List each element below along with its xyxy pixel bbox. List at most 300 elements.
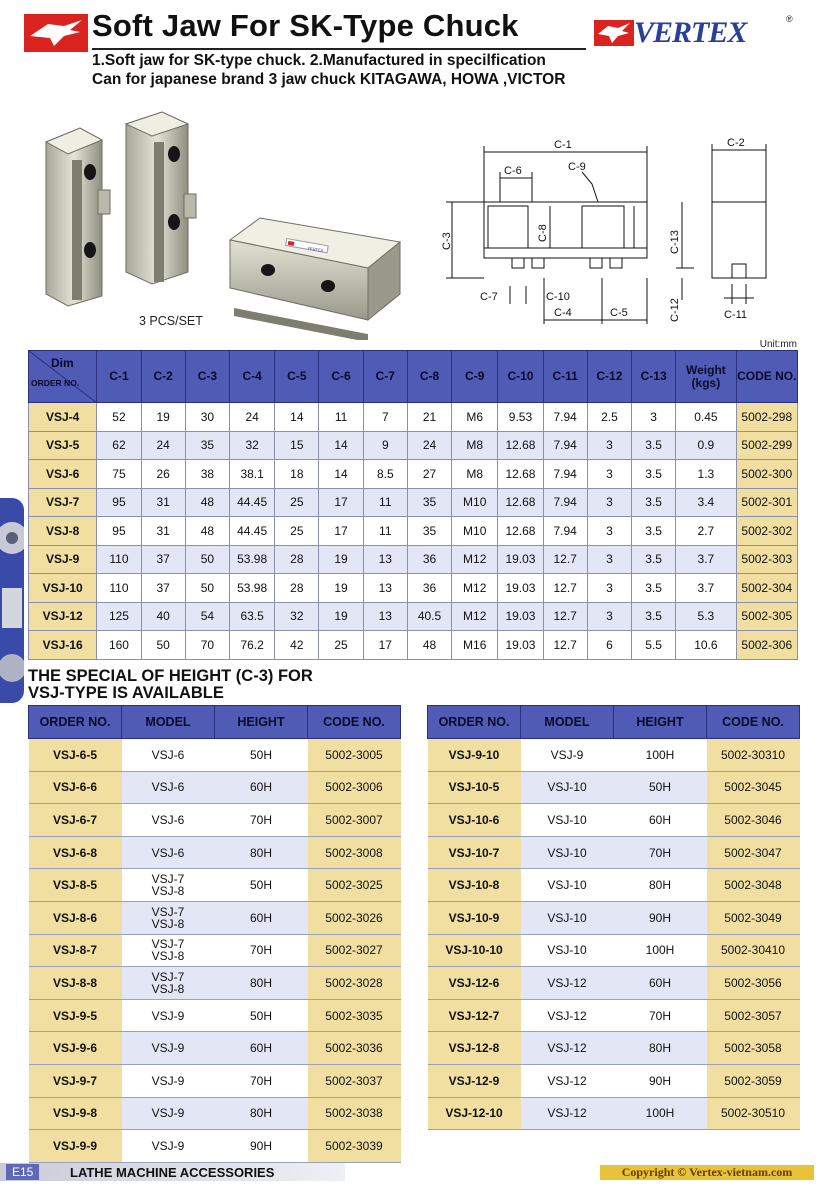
order-no-cell: VSJ-9-6 xyxy=(29,1032,122,1065)
dim-label-c6: C-6 xyxy=(504,165,522,177)
feature-line-1: 1.Soft jaw for SK-type chuck. 2.Manufactured in specilfication xyxy=(92,52,546,69)
col-header-height: HEIGHT xyxy=(215,706,308,739)
spec-value-cell: 19 xyxy=(319,602,363,631)
model-name: VSJ-9 xyxy=(151,1073,185,1088)
spec-value-cell: M8 xyxy=(452,431,498,460)
spec-value-cell: 110 xyxy=(97,574,141,603)
model-name: VSJ-8 xyxy=(151,949,185,964)
spec-value-cell: 48 xyxy=(185,488,229,517)
spec-value-cell: 15 xyxy=(275,431,319,460)
spec-value-cell: 38 xyxy=(185,460,229,489)
spec-value-cell: 27 xyxy=(407,460,451,489)
code-no-cell: 5002-3045 xyxy=(707,771,800,804)
code-no-cell: 5002-303 xyxy=(736,545,797,574)
order-no-cell: VSJ-8-8 xyxy=(29,967,122,1000)
special-row xyxy=(29,967,401,1000)
spec-value-cell: 7.94 xyxy=(543,403,587,432)
code-no-cell: 5002-30310 xyxy=(707,739,800,772)
spec-value-cell: 125 xyxy=(97,602,141,631)
model-name: VSJ-9 xyxy=(151,1008,185,1023)
spec-value-cell: 32 xyxy=(230,431,275,460)
col-header-weight: Weight (kgs) xyxy=(676,351,736,403)
model-cell xyxy=(122,934,215,967)
col-header: C-13 xyxy=(632,351,676,403)
col-header-height: HEIGHT xyxy=(614,706,707,739)
special-row xyxy=(29,739,401,772)
spec-table-header xyxy=(29,351,798,403)
spec-value-cell: 63.5 xyxy=(230,602,275,631)
spec-value-cell: 40.5 xyxy=(407,602,451,631)
model-name: VSJ-9 xyxy=(550,747,584,762)
spec-value-cell: 3 xyxy=(587,545,631,574)
spec-value-cell: 95 xyxy=(97,517,141,546)
model-name: VSJ-6 xyxy=(151,812,185,827)
order-no-cell: VSJ-8-7 xyxy=(29,934,122,967)
model-cell xyxy=(521,934,614,967)
spec-value-cell: 8.5 xyxy=(363,460,407,489)
height-cell: 70H xyxy=(215,804,308,837)
decal-text: VERTEX xyxy=(307,245,324,254)
code-no-cell: 5002-3037 xyxy=(308,1064,401,1097)
height-cell: 60H xyxy=(614,967,707,1000)
col-header-code: CODE NO. xyxy=(707,706,800,739)
code-no-cell: 5002-3036 xyxy=(308,1032,401,1065)
order-no-cell: VSJ-10-5 xyxy=(428,771,521,804)
page-number: E15 xyxy=(6,1164,39,1180)
model-name: VSJ-8 xyxy=(151,981,185,996)
special-height-title xyxy=(28,668,313,702)
spec-value-cell: 37 xyxy=(141,574,185,603)
spec-value-cell: 35 xyxy=(407,488,451,517)
special-height-table-left xyxy=(28,705,401,1163)
spec-value-cell: 12.7 xyxy=(543,602,587,631)
model-name: VSJ-12 xyxy=(547,1106,587,1121)
spec-value-cell: 44.45 xyxy=(230,488,275,517)
vertex-brand-logo xyxy=(594,14,798,54)
dim-label-c3: C-3 xyxy=(441,232,453,250)
model-cell xyxy=(122,1064,215,1097)
chuck-image-icon xyxy=(0,498,24,703)
spec-value-cell: 17 xyxy=(319,517,363,546)
order-no-cell: VSJ-10-10 xyxy=(428,934,521,967)
spec-value-cell: 12.68 xyxy=(498,517,543,546)
spec-value-cell: 26 xyxy=(141,460,185,489)
code-no-cell: 5002-3039 xyxy=(308,1130,401,1163)
spec-value-cell: 160 xyxy=(97,631,141,660)
order-no-cell: VSJ-10-7 xyxy=(428,836,521,869)
order-no-cell: VSJ-10-6 xyxy=(428,804,521,837)
spec-value-cell: 3.5 xyxy=(632,488,676,517)
spec-value-cell: 2.7 xyxy=(676,517,736,546)
height-cell: 60H xyxy=(614,804,707,837)
model-cell xyxy=(521,836,614,869)
model-cell xyxy=(122,1032,215,1065)
spec-value-cell: 19.03 xyxy=(498,574,543,603)
col-header-model: MODEL xyxy=(122,706,215,739)
spec-row xyxy=(29,431,798,460)
col-header: C-3 xyxy=(185,351,229,403)
spec-value-cell: 110 xyxy=(97,545,141,574)
dim-label-c12: C-12 xyxy=(669,298,681,322)
order-no-cell: VSJ-6-6 xyxy=(29,771,122,804)
col-header-order: ORDER NO. xyxy=(29,706,122,739)
special-row xyxy=(29,1130,401,1163)
model-name: VSJ-6 xyxy=(151,845,185,860)
spec-value-cell: 13 xyxy=(363,545,407,574)
spec-value-cell: M12 xyxy=(452,574,498,603)
spec-value-cell: 7.94 xyxy=(543,488,587,517)
spec-value-cell: 1.3 xyxy=(676,460,736,489)
spec-value-cell: 19.03 xyxy=(498,631,543,660)
soft-jaw-product-photo xyxy=(28,110,418,340)
height-cell: 70H xyxy=(215,934,308,967)
jaw-lying xyxy=(230,218,400,340)
model-name: VSJ-10 xyxy=(547,943,587,958)
spec-value-cell: 5.3 xyxy=(676,602,736,631)
spec-value-cell: 7 xyxy=(363,403,407,432)
order-no-cell: VSJ-8 xyxy=(29,517,97,546)
model-name: VSJ-7 xyxy=(151,969,185,984)
spec-value-cell: 3.5 xyxy=(632,431,676,460)
special-table-header xyxy=(29,706,401,739)
spec-value-cell: 11 xyxy=(363,488,407,517)
order-no-cell: VSJ-12-10 xyxy=(428,1097,521,1130)
special-table-right-body xyxy=(428,739,800,1130)
spec-value-cell: 19.03 xyxy=(498,602,543,631)
height-cell: 80H xyxy=(215,967,308,1000)
model-cell xyxy=(521,967,614,1000)
brand-eagle-icon xyxy=(594,18,634,48)
col-header-code: CODE NO. xyxy=(308,706,401,739)
spec-value-cell: 14 xyxy=(319,431,363,460)
special-row xyxy=(29,934,401,967)
order-no-cell: VSJ-10-9 xyxy=(428,901,521,934)
spec-value-cell: 25 xyxy=(319,631,363,660)
special-row xyxy=(29,1032,401,1065)
special-title-line-2: VSJ-TYPE IS AVAILABLE xyxy=(28,684,224,702)
spec-row xyxy=(29,545,798,574)
spec-value-cell: 3 xyxy=(587,574,631,603)
order-no-cell: VSJ-6-7 xyxy=(29,804,122,837)
dim-label-c1: C-1 xyxy=(554,139,572,151)
spec-value-cell: 40 xyxy=(141,602,185,631)
model-name: VSJ-12 xyxy=(547,975,587,990)
spec-value-cell: 50 xyxy=(141,631,185,660)
spec-value-cell: 75 xyxy=(97,460,141,489)
spec-value-cell: 3 xyxy=(587,488,631,517)
spec-value-cell: 31 xyxy=(141,488,185,517)
model-name: VSJ-10 xyxy=(547,845,587,860)
order-no-cell: VSJ-10-8 xyxy=(428,869,521,902)
spec-value-cell: 35 xyxy=(407,517,451,546)
code-no-cell: 5002-3025 xyxy=(308,869,401,902)
dim-label-c5: C-5 xyxy=(610,307,628,319)
model-cell xyxy=(521,804,614,837)
model-cell xyxy=(122,771,215,804)
model-cell xyxy=(122,1130,215,1163)
spec-value-cell: 6 xyxy=(587,631,631,660)
order-no-cell: VSJ-4 xyxy=(29,403,97,432)
spec-value-cell: 17 xyxy=(363,631,407,660)
order-no-cell: VSJ-12-9 xyxy=(428,1064,521,1097)
special-row xyxy=(29,771,401,804)
spec-value-cell: M12 xyxy=(452,545,498,574)
spec-value-cell: 3 xyxy=(587,460,631,489)
section-label: LATHE MACHINE ACCESSORIES xyxy=(70,1165,275,1180)
model-cell xyxy=(521,901,614,934)
col-header: C-6 xyxy=(319,351,363,403)
spec-value-cell: 3 xyxy=(587,431,631,460)
eagle-logo-icon xyxy=(24,14,88,52)
special-row xyxy=(428,967,800,1000)
jaw-upright-2 xyxy=(126,112,196,284)
spec-value-cell: 30 xyxy=(185,403,229,432)
spec-value-cell: 50 xyxy=(185,545,229,574)
spec-value-cell: 7.94 xyxy=(543,431,587,460)
col-header: C-5 xyxy=(275,351,319,403)
model-name: VSJ-10 xyxy=(547,878,587,893)
spec-value-cell: 12.7 xyxy=(543,574,587,603)
height-cell: 90H xyxy=(614,1064,707,1097)
model-name: VSJ-9 xyxy=(151,1138,185,1153)
spec-value-cell: M8 xyxy=(452,460,498,489)
spec-value-cell: 24 xyxy=(230,403,275,432)
spec-value-cell: 42 xyxy=(275,631,319,660)
brand-name: VERTEX xyxy=(634,16,747,49)
model-cell xyxy=(122,901,215,934)
spec-value-cell: 14 xyxy=(275,403,319,432)
spec-value-cell: 24 xyxy=(407,431,451,460)
model-cell xyxy=(521,1064,614,1097)
special-row xyxy=(428,901,800,934)
spec-value-cell: M12 xyxy=(452,602,498,631)
order-no-cell: VSJ-10 xyxy=(29,574,97,603)
spec-value-cell: 5.5 xyxy=(632,631,676,660)
spec-value-cell: 9.53 xyxy=(498,403,543,432)
model-name: VSJ-7 xyxy=(151,872,185,887)
model-cell xyxy=(122,869,215,902)
height-cell: 80H xyxy=(215,1097,308,1130)
model-name: VSJ-12 xyxy=(547,1008,587,1023)
spec-value-cell: 70 xyxy=(185,631,229,660)
spec-value-cell: 3.5 xyxy=(632,460,676,489)
spec-row xyxy=(29,574,798,603)
dim-header-label: Dim xyxy=(51,356,74,370)
model-name: VSJ-7 xyxy=(151,904,185,919)
model-name: VSJ-10 xyxy=(547,780,587,795)
special-row xyxy=(29,1064,401,1097)
dimension-drawing xyxy=(432,128,802,328)
spec-value-cell: 3.5 xyxy=(632,517,676,546)
order-no-cell: VSJ-9-10 xyxy=(428,739,521,772)
spec-value-cell: 0.9 xyxy=(676,431,736,460)
code-no-cell: 5002-300 xyxy=(736,460,797,489)
model-name: VSJ-10 xyxy=(547,910,587,925)
model-cell xyxy=(521,1097,614,1130)
spec-value-cell: 12.7 xyxy=(543,545,587,574)
special-row xyxy=(428,869,800,902)
code-no-cell: 5002-302 xyxy=(736,517,797,546)
spec-value-cell: 36 xyxy=(407,545,451,574)
model-name: VSJ-9 xyxy=(151,1041,185,1056)
model-cell xyxy=(521,771,614,804)
spec-row xyxy=(29,602,798,631)
dim-label-c9: C-9 xyxy=(568,161,586,173)
model-cell xyxy=(122,804,215,837)
spec-value-cell: 53.98 xyxy=(230,545,275,574)
code-no-cell: 5002-298 xyxy=(736,403,797,432)
spec-value-cell: 24 xyxy=(141,431,185,460)
spec-row xyxy=(29,517,798,546)
model-name: VSJ-12 xyxy=(547,1073,587,1088)
spec-value-cell: 31 xyxy=(141,517,185,546)
spec-value-cell: 37 xyxy=(141,545,185,574)
special-height-table-right xyxy=(427,705,800,1130)
spec-value-cell: 48 xyxy=(185,517,229,546)
order-header-label: ORDER NO. xyxy=(31,378,80,388)
spec-value-cell: 3.5 xyxy=(632,574,676,603)
order-no-cell: VSJ-12-6 xyxy=(428,967,521,1000)
spec-row xyxy=(29,631,798,660)
code-no-cell: 5002-3026 xyxy=(308,901,401,934)
spec-row xyxy=(29,460,798,489)
model-cell xyxy=(122,967,215,1000)
height-cell: 90H xyxy=(614,901,707,934)
spec-value-cell: 3.4 xyxy=(676,488,736,517)
spec-value-cell: 12.7 xyxy=(543,631,587,660)
spec-value-cell: 13 xyxy=(363,602,407,631)
spec-value-cell: 28 xyxy=(275,545,319,574)
model-name: VSJ-6 xyxy=(151,747,185,762)
spec-value-cell: 12.68 xyxy=(498,488,543,517)
spec-table xyxy=(28,350,798,660)
spec-value-cell: 48 xyxy=(407,631,451,660)
spec-value-cell: 18 xyxy=(275,460,319,489)
spec-value-cell: 38.1 xyxy=(230,460,275,489)
height-cell: 50H xyxy=(614,771,707,804)
spec-value-cell: 3 xyxy=(632,403,676,432)
spec-value-cell: 19 xyxy=(319,545,363,574)
dim-label-c11: C-11 xyxy=(724,309,748,321)
order-no-cell: VSJ-9-8 xyxy=(29,1097,122,1130)
height-cell: 60H xyxy=(215,1032,308,1065)
height-cell: 70H xyxy=(215,1064,308,1097)
col-header-order: ORDER NO. xyxy=(428,706,521,739)
height-cell: 100H xyxy=(614,1097,707,1130)
model-name: VSJ-6 xyxy=(151,780,185,795)
spec-value-cell: 3.7 xyxy=(676,545,736,574)
special-row xyxy=(428,934,800,967)
col-header-code: CODE NO. xyxy=(736,351,797,403)
spec-value-cell: 19 xyxy=(141,403,185,432)
code-no-cell: 5002-305 xyxy=(736,602,797,631)
col-header: C-8 xyxy=(407,351,451,403)
col-header: C-1 xyxy=(97,351,141,403)
height-cell: 50H xyxy=(215,869,308,902)
special-title-line-1: THE SPECIAL OF HEIGHT (C-3) FOR xyxy=(28,667,313,685)
spec-value-cell: M16 xyxy=(452,631,498,660)
registered-mark: ® xyxy=(786,14,793,24)
col-header: C-10 xyxy=(498,351,543,403)
model-name: VSJ-7 xyxy=(151,937,185,952)
spec-value-cell: 10.6 xyxy=(676,631,736,660)
model-cell xyxy=(521,999,614,1032)
dim-label-c13: C-13 xyxy=(669,230,681,254)
special-table-header xyxy=(428,706,800,739)
order-no-cell: VSJ-12-7 xyxy=(428,999,521,1032)
order-no-cell: VSJ-6-8 xyxy=(29,836,122,869)
code-no-cell: 5002-30410 xyxy=(707,934,800,967)
code-no-cell: 5002-3035 xyxy=(308,999,401,1032)
model-name: VSJ-10 xyxy=(547,812,587,827)
code-no-cell: 5002-3058 xyxy=(707,1032,800,1065)
order-no-cell: VSJ-9-5 xyxy=(29,999,122,1032)
code-no-cell: 5002-3056 xyxy=(707,967,800,1000)
height-cell: 80H xyxy=(614,1032,707,1065)
code-no-cell: 5002-3048 xyxy=(707,869,800,902)
special-row xyxy=(29,1097,401,1130)
spec-table-body xyxy=(29,403,798,660)
spec-value-cell: 2.5 xyxy=(587,403,631,432)
dim-label-c10: C-10 xyxy=(546,291,570,303)
spec-value-cell: 95 xyxy=(97,488,141,517)
model-cell xyxy=(122,739,215,772)
spec-value-cell: 76.2 xyxy=(230,631,275,660)
spec-value-cell: 19 xyxy=(319,574,363,603)
order-no-cell: VSJ-5 xyxy=(29,431,97,460)
special-row xyxy=(428,771,800,804)
code-no-cell: 5002-299 xyxy=(736,431,797,460)
page-title: Soft Jaw For SK-Type Chuck xyxy=(92,8,519,43)
jaw-upright-1 xyxy=(46,128,110,306)
order-no-cell: VSJ-8-5 xyxy=(29,869,122,902)
height-cell: 80H xyxy=(614,869,707,902)
dim-label-c2: C-2 xyxy=(727,137,745,149)
feature-line-2: Can for japanese brand 3 jaw chuck KITAGAWA, HOWA ,VICTOR xyxy=(92,71,566,88)
col-header: C-2 xyxy=(141,351,185,403)
spec-value-cell: 32 xyxy=(275,602,319,631)
special-row xyxy=(428,1032,800,1065)
special-row xyxy=(428,836,800,869)
spec-value-cell: 3.7 xyxy=(676,574,736,603)
dim-label-c7: C-7 xyxy=(480,291,498,303)
height-cell: 70H xyxy=(614,999,707,1032)
special-row xyxy=(428,1064,800,1097)
spec-value-cell: 7.94 xyxy=(543,517,587,546)
spec-value-cell: M10 xyxy=(452,517,498,546)
special-row xyxy=(29,804,401,837)
dim-order-header-cell xyxy=(29,351,97,403)
code-no-cell: 5002-3028 xyxy=(308,967,401,1000)
height-cell: 70H xyxy=(614,836,707,869)
unit-label: Unit:mm xyxy=(759,339,797,350)
spec-value-cell: 54 xyxy=(185,602,229,631)
code-no-cell: 5002-3059 xyxy=(707,1064,800,1097)
col-header: C-4 xyxy=(230,351,275,403)
special-row xyxy=(29,901,401,934)
special-table-left-body xyxy=(29,739,401,1163)
order-no-cell: VSJ-8-6 xyxy=(29,901,122,934)
col-header: C-9 xyxy=(452,351,498,403)
spec-value-cell: 7.94 xyxy=(543,460,587,489)
height-cell: 100H xyxy=(614,739,707,772)
code-no-cell: 5002-3007 xyxy=(308,804,401,837)
col-header: C-12 xyxy=(587,351,631,403)
height-cell: 100H xyxy=(614,934,707,967)
spec-value-cell: 3.5 xyxy=(632,602,676,631)
code-no-cell: 5002-3008 xyxy=(308,836,401,869)
special-row xyxy=(29,869,401,902)
